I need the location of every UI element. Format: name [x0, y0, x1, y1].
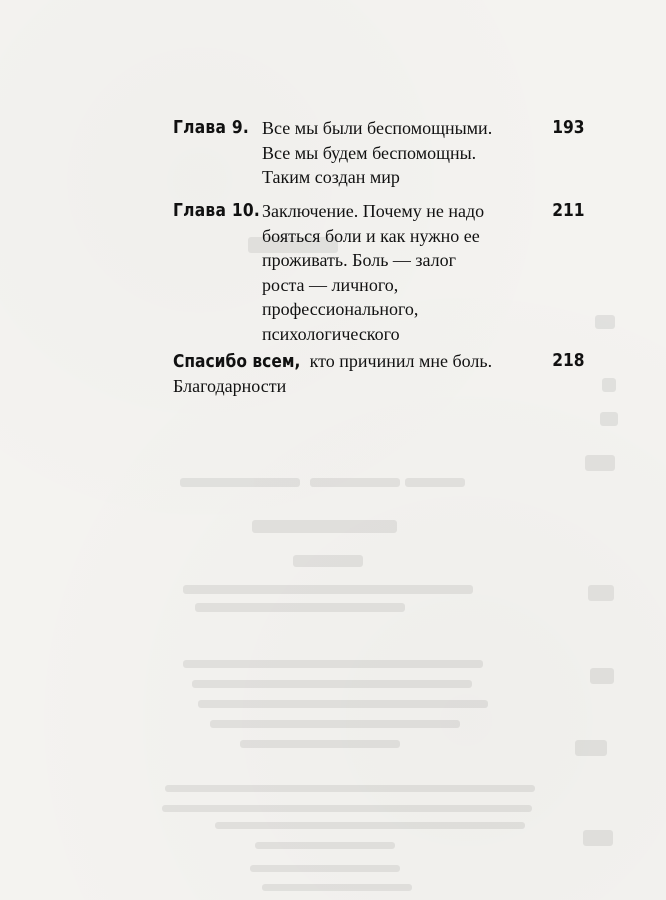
chapter-label: Спасибо всем,: [173, 351, 301, 372]
chapter-title-line: Таким создан мир: [262, 167, 400, 187]
acknowledgements-first-line: [173, 349, 492, 375]
chapter-title: [262, 116, 532, 190]
page-number: 193: [552, 117, 585, 138]
chapter-label: Глава 9.: [173, 117, 250, 138]
chapter-title-line: профессионального,: [262, 299, 419, 319]
page-number: 211: [552, 200, 585, 221]
toc-entry-acknowledgements[interactable]: [173, 349, 585, 401]
chapter-title-line: Все мы будем беспомощны.: [262, 142, 477, 163]
toc-entry-chapter-10[interactable]: [173, 199, 585, 349]
chapter-title-line: Благодарности: [173, 376, 287, 396]
chapter-title-line: роста — личного,: [262, 274, 399, 295]
page-number: 218: [552, 350, 585, 371]
chapter-label: Глава 10.: [173, 200, 261, 221]
chapter-title-line: Заключение. Почему не надо: [262, 201, 485, 221]
toc-entry-chapter-9[interactable]: [173, 116, 585, 196]
chapter-title: [262, 199, 532, 346]
chapter-title-line: Все мы были беспомощными.: [262, 118, 493, 138]
chapter-title-line: бояться боли и как нужно ее: [262, 225, 480, 246]
chapter-title-line: психологического: [262, 323, 400, 344]
chapter-title-line: проживать. Боль — залог: [262, 250, 457, 270]
chapter-title-line: кто причинил мне боль.: [309, 351, 493, 371]
